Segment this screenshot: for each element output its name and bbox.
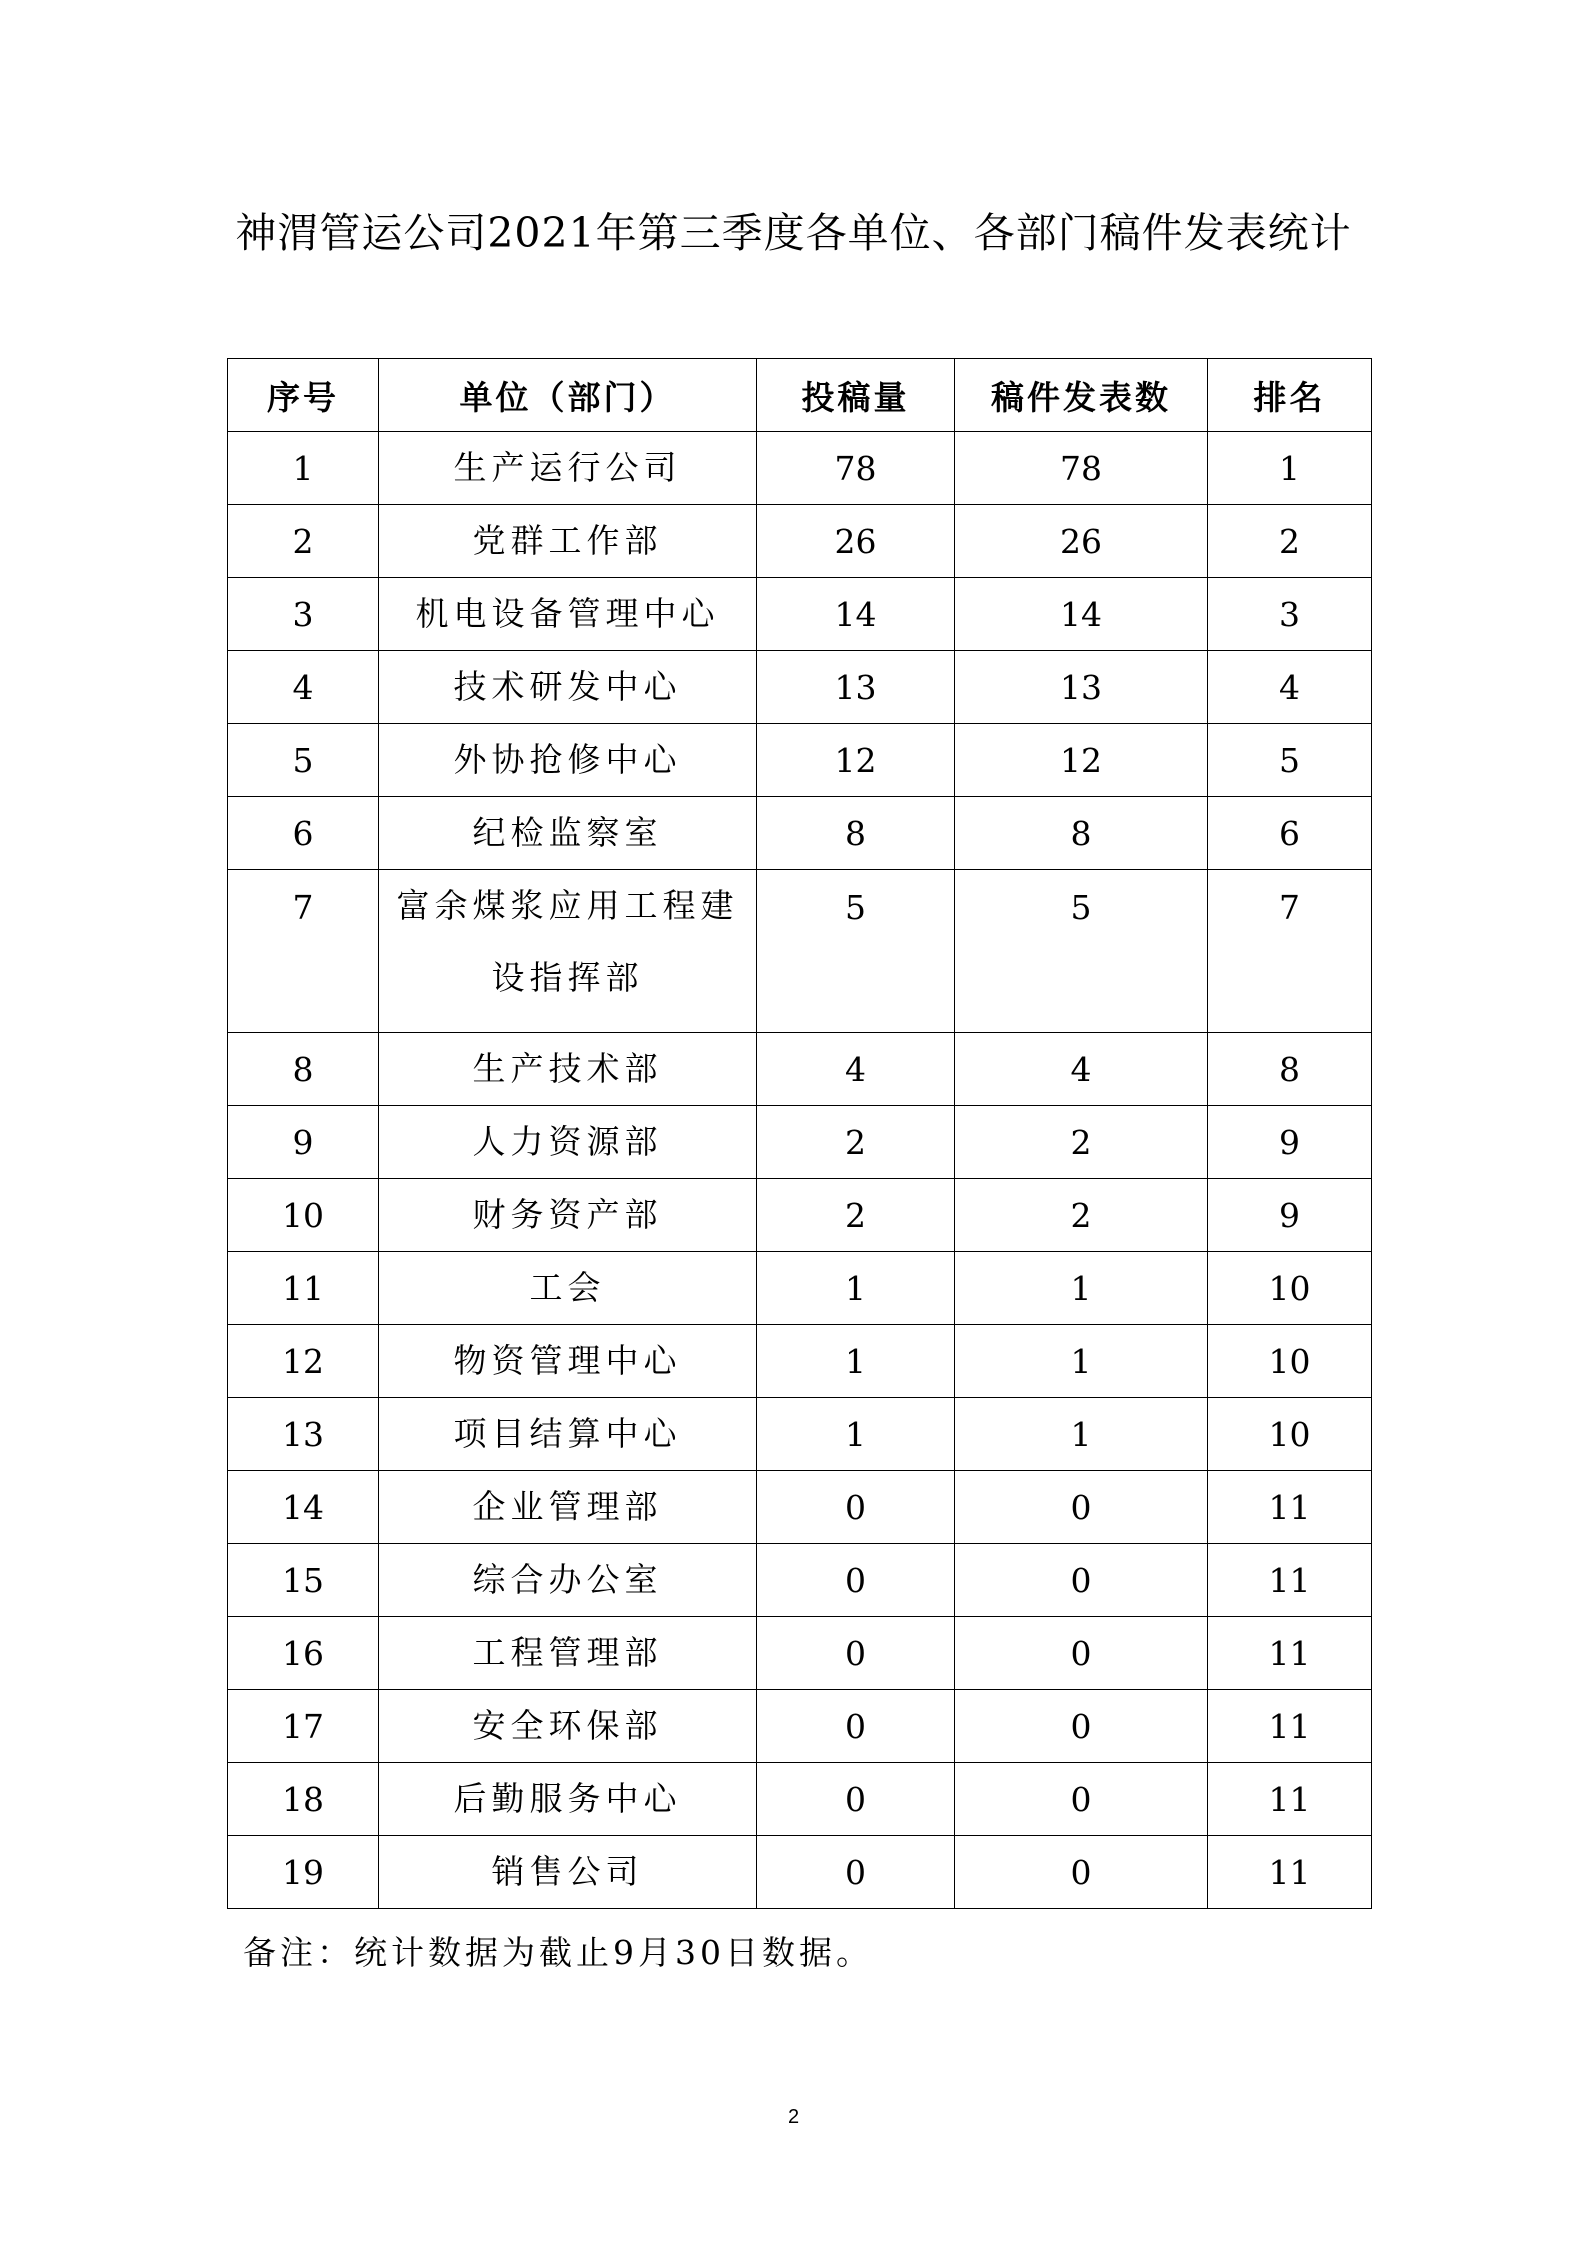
cell-unit: 生产技术部 [379,1033,757,1106]
cell-unit: 后勤服务中心 [379,1763,757,1836]
cell-published: 0 [955,1471,1208,1544]
table-row [228,724,1372,797]
cell-no: 11 [228,1252,379,1325]
cell-published: 4 [955,1033,1208,1106]
cell-submitted: 5 [757,870,955,1033]
cell-no: 18 [228,1763,379,1836]
cell-rank: 11 [1208,1617,1372,1690]
cell-rank: 11 [1208,1836,1372,1909]
table-row [228,1763,1372,1836]
cell-submitted: 0 [757,1471,955,1544]
cell-submitted: 12 [757,724,955,797]
cell-rank: 7 [1208,870,1372,1033]
cell-no: 10 [228,1179,379,1252]
table-row [228,1325,1372,1398]
cell-unit: 纪检监察室 [379,797,757,870]
cell-published: 26 [955,505,1208,578]
table-row [228,1106,1372,1179]
table-row [228,1471,1372,1544]
table-row [228,1033,1372,1106]
cell-unit: 企业管理部 [379,1471,757,1544]
cell-unit: 生产运行公司 [379,432,757,505]
cell-unit: 技术研发中心 [379,651,757,724]
cell-unit: 工程管理部 [379,1617,757,1690]
cell-submitted: 26 [757,505,955,578]
cell-submitted: 1 [757,1325,955,1398]
header-submitted: 投稿量 [757,359,955,432]
table-header-row [228,359,1372,432]
cell-unit: 工会 [379,1252,757,1325]
header-published: 稿件发表数 [955,359,1208,432]
cell-submitted: 1 [757,1252,955,1325]
cell-unit: 机电设备管理中心 [379,578,757,651]
cell-submitted: 0 [757,1544,955,1617]
cell-rank: 11 [1208,1690,1372,1763]
cell-rank: 10 [1208,1252,1372,1325]
cell-submitted: 0 [757,1617,955,1690]
cell-published: 0 [955,1836,1208,1909]
cell-no: 19 [228,1836,379,1909]
cell-unit: 人力资源部 [379,1106,757,1179]
statistics-table [227,358,1372,1909]
table-row [228,578,1372,651]
cell-rank: 4 [1208,651,1372,724]
cell-unit: 销售公司 [379,1836,757,1909]
cell-published: 0 [955,1690,1208,1763]
cell-submitted: 0 [757,1836,955,1909]
cell-rank: 11 [1208,1544,1372,1617]
cell-published: 14 [955,578,1208,651]
cell-published: 0 [955,1544,1208,1617]
table-row [228,1836,1372,1909]
cell-submitted: 14 [757,578,955,651]
cell-unit: 物资管理中心 [379,1325,757,1398]
table-row [228,1252,1372,1325]
table-row [228,1617,1372,1690]
cell-published: 12 [955,724,1208,797]
cell-no: 1 [228,432,379,505]
header-no: 序号 [228,359,379,432]
table-row [228,1398,1372,1471]
cell-no: 13 [228,1398,379,1471]
cell-published: 1 [955,1398,1208,1471]
cell-submitted: 1 [757,1398,955,1471]
cell-submitted: 2 [757,1179,955,1252]
table-row [228,432,1372,505]
table-row [228,797,1372,870]
cell-submitted: 0 [757,1690,955,1763]
table-row [228,1179,1372,1252]
cell-no: 17 [228,1690,379,1763]
table-row [228,505,1372,578]
cell-published: 13 [955,651,1208,724]
table-row [228,870,1372,1033]
page-title: 神渭管运公司2021年第三季度各单位、各部门稿件发表统计 [235,209,1352,257]
table-row [228,1690,1372,1763]
cell-submitted: 4 [757,1033,955,1106]
cell-no: 2 [228,505,379,578]
cell-unit: 财务资产部 [379,1179,757,1252]
table-row [228,1544,1372,1617]
cell-rank: 11 [1208,1471,1372,1544]
cell-no: 7 [228,870,379,1033]
cell-submitted: 0 [757,1763,955,1836]
cell-published: 0 [955,1763,1208,1836]
cell-rank: 9 [1208,1106,1372,1179]
cell-no: 15 [228,1544,379,1617]
cell-rank: 1 [1208,432,1372,505]
cell-no: 6 [228,797,379,870]
cell-rank: 9 [1208,1179,1372,1252]
cell-unit: 外协抢修中心 [379,724,757,797]
cell-rank: 10 [1208,1398,1372,1471]
cell-published: 1 [955,1252,1208,1325]
cell-no: 3 [228,578,379,651]
footnote: 备注：统计数据为截止9月30日数据。 [243,1933,873,1972]
cell-no: 12 [228,1325,379,1398]
cell-no: 9 [228,1106,379,1179]
cell-rank: 11 [1208,1763,1372,1836]
cell-unit: 党群工作部 [379,505,757,578]
cell-rank: 10 [1208,1325,1372,1398]
cell-no: 8 [228,1033,379,1106]
page-number: 2 [787,2106,800,2128]
cell-published: 8 [955,797,1208,870]
cell-unit: 项目结算中心 [379,1398,757,1471]
cell-no: 5 [228,724,379,797]
cell-submitted: 78 [757,432,955,505]
cell-submitted: 8 [757,797,955,870]
cell-published: 1 [955,1325,1208,1398]
cell-unit: 综合办公室 [379,1544,757,1617]
cell-no: 4 [228,651,379,724]
cell-published: 78 [955,432,1208,505]
cell-rank: 8 [1208,1033,1372,1106]
table-row [228,651,1372,724]
cell-submitted: 2 [757,1106,955,1179]
cell-published: 0 [955,1617,1208,1690]
header-rank: 排名 [1208,359,1372,432]
cell-published: 2 [955,1179,1208,1252]
cell-rank: 2 [1208,505,1372,578]
cell-rank: 3 [1208,578,1372,651]
cell-rank: 6 [1208,797,1372,870]
cell-unit: 安全环保部 [379,1690,757,1763]
cell-rank: 5 [1208,724,1372,797]
cell-submitted: 13 [757,651,955,724]
header-unit: 单位（部门） [379,359,757,432]
cell-no: 14 [228,1471,379,1544]
cell-no: 16 [228,1617,379,1690]
cell-unit: 富余煤浆应用工程建设指挥部 [379,870,757,1033]
cell-published: 2 [955,1106,1208,1179]
cell-published: 5 [955,870,1208,1033]
